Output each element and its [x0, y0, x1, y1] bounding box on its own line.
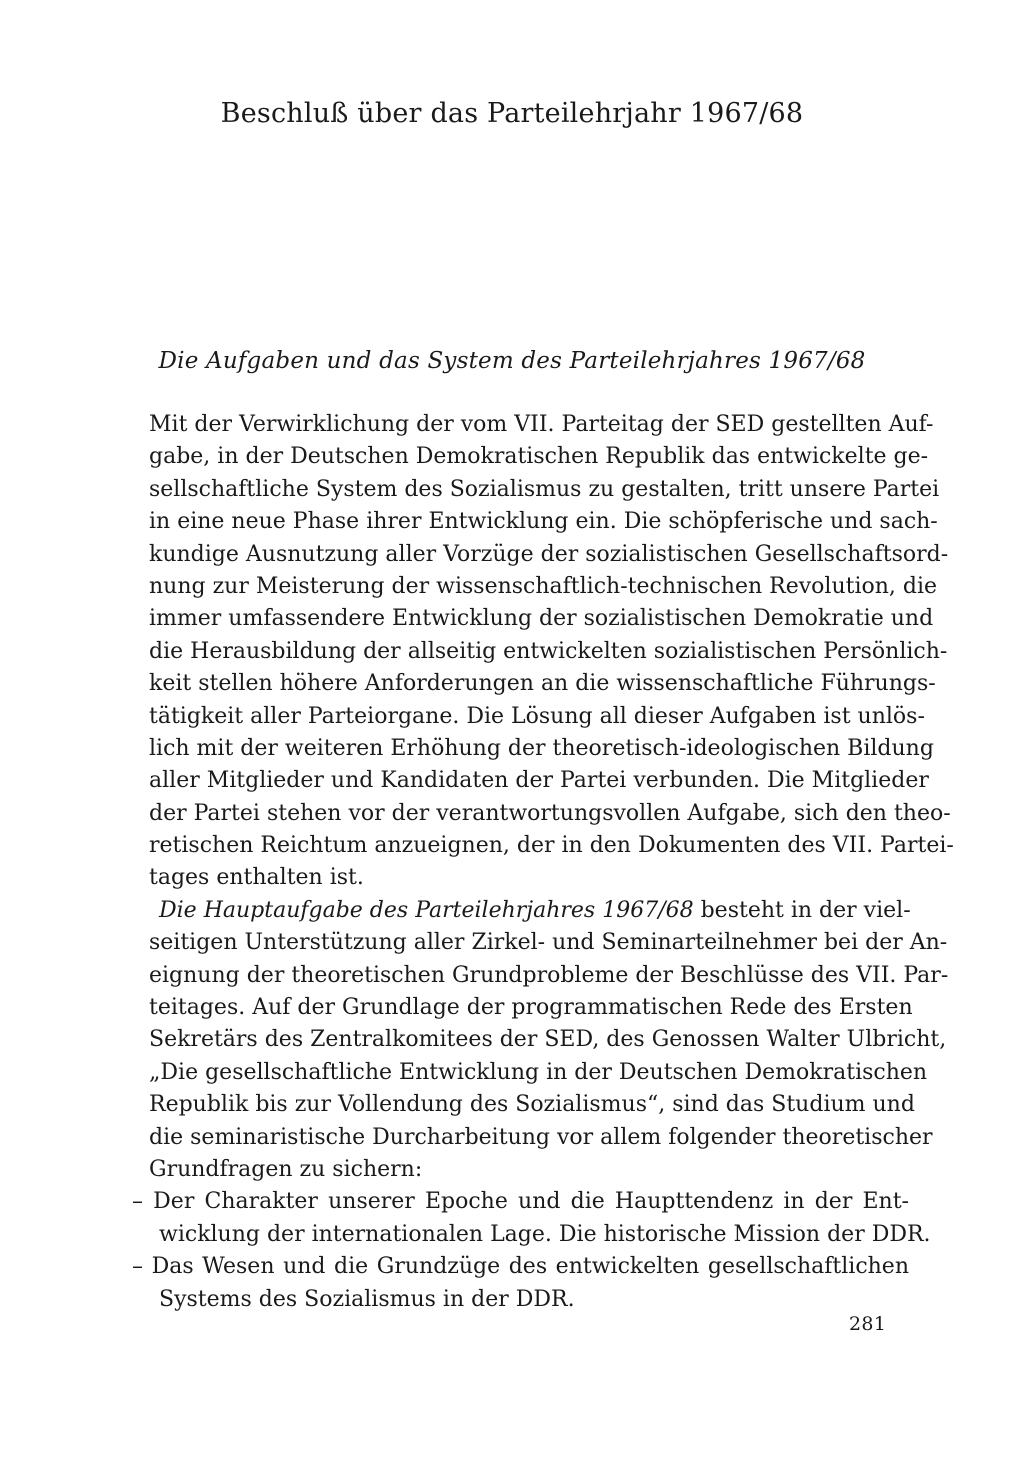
bullet-item: – Der Charakter unserer Epoche und die Haupttendenz in der Ent- [132, 1189, 909, 1215]
paragraph-line: Republik bis zur Vollendung des Sozialismus“, sind das Studium und [149, 1092, 915, 1118]
paragraph-line: tätigkeit aller Parteiorgane. Die Lösung all dieser Aufgaben ist unlös- [149, 703, 925, 729]
paragraph-line: „Die gesellschaftliche Entwicklung in der Deutschen Demokratischen [149, 1059, 928, 1085]
paragraph-line: kundige Ausnutzung aller Vorzüge der sozialistischen Gesellschaftsord- [149, 541, 949, 567]
paragraph-line: sellschaftliche System des Sozialismus zu gestalten, tritt unsere Partei [149, 476, 940, 502]
body-text [132, 409, 954, 1316]
paragraph-line: Mit der Verwirklichung der vom VII. Parteitag der SED gestellten Auf- [149, 412, 934, 437]
paragraph-line: die seminaristische Durcharbeitung vor allem folgender theoretischer [149, 1124, 933, 1150]
paragraph-line: tages enthalten ist. [149, 865, 364, 891]
paragraph-line: lich mit der weiteren Erhöhung der theoretisch-ideologischen Bildung [149, 735, 934, 761]
paragraph-text: besteht in der viel- [693, 897, 911, 923]
page-title: Beschluß über das Parteilehrjahr 1967/68 [220, 98, 804, 129]
bullet-item-continuation: wicklung der internationalen Lage. Die historische Mission der DDR. [159, 1221, 931, 1247]
paragraph-line: gabe, in der Deutschen Demokratischen Republik das entwickelte ge- [149, 444, 929, 470]
paragraph-line: retischen Reichtum anzueignen, der in den Dokumenten des VII. Partei- [149, 833, 954, 859]
paragraph-line: teitages. Auf der Grundlage der programmatischen Rede des Ersten [149, 995, 913, 1021]
paragraph-line: eignung der theoretischen Grundprobleme der Beschlüsse des VII. Par- [149, 962, 949, 988]
paragraph-line: Grundfragen zu sichern: [149, 1156, 423, 1182]
paragraph-line [149, 895, 909, 927]
bullet-item: – Das Wesen und die Grundzüge des entwickelten gesellschaftlichen [132, 1254, 909, 1280]
paragraph-line: nung zur Meisterung der wissenschaftlich-technischen Revolution, die [149, 573, 938, 599]
paragraph-line: in eine neue Phase ihrer Entwicklung ein. Die schöpferische und sach- [149, 509, 938, 535]
paragraph-line: die Herausbildung der allseitig entwickelten sozialistischen Persönlich- [149, 638, 948, 664]
emphasis-text: Die Hauptaufgabe des Parteilehrjahres 1967/68 [159, 897, 694, 923]
paragraph-line: der Partei stehen vor der verantwortungsvollen Aufgabe, sich den theo- [149, 800, 951, 826]
page-number: 281 [849, 1313, 887, 1335]
paragraph-line: immer umfassendere Entwicklung der sozialistischen Demokratie und [149, 606, 934, 632]
paragraph-line: Sekretärs des Zentralkomitees der SED, des Genossen Walter Ulbricht, [149, 1027, 947, 1053]
section-subtitle: Die Aufgaben und das System des Parteilehrjahres 1967/68 [158, 348, 866, 374]
paragraph-line: keit stellen höhere Anforderungen an die wissenschaftliche Führungs- [149, 671, 936, 697]
paragraph-line: seitigen Unterstützung aller Zirkel- und Seminarteilnehmer bei der An- [149, 930, 948, 956]
paragraph-line: aller Mitglieder und Kandidaten der Partei verbunden. Die Mitglieder [149, 768, 929, 794]
bullet-item-continuation: Systems des Sozialismus in der DDR. [159, 1286, 575, 1312]
